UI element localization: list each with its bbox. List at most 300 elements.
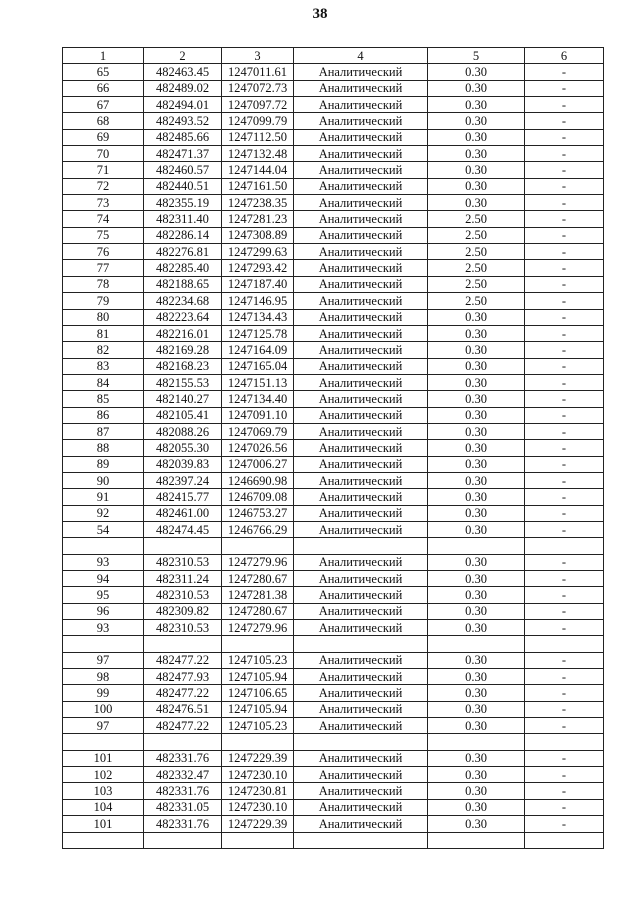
note-cell: - [525, 129, 604, 145]
coord-y-cell: 1246766.29 [222, 521, 294, 537]
precision-cell [428, 734, 525, 750]
coord-y-cell: 1247011.61 [222, 64, 294, 80]
note-cell: - [525, 456, 604, 472]
method-cell: Аналитический [294, 276, 428, 292]
method-cell: Аналитический [294, 456, 428, 472]
point-number-cell: 102 [63, 767, 144, 783]
coord-y-cell: 1247097.72 [222, 97, 294, 113]
coord-x-cell: 482477.22 [144, 685, 222, 701]
method-cell: Аналитический [294, 685, 428, 701]
coord-x-cell: 482285.40 [144, 260, 222, 276]
precision-cell: 0.30 [428, 816, 525, 832]
coordinates-table [62, 47, 604, 849]
coord-y-cell: 1247105.94 [222, 701, 294, 717]
coord-x-cell: 482485.66 [144, 129, 222, 145]
coord-y-cell: 1247072.73 [222, 80, 294, 96]
precision-cell [428, 636, 525, 652]
point-number-cell [63, 832, 144, 848]
coord-y-cell: 1247146.95 [222, 293, 294, 309]
table-row [63, 521, 604, 537]
method-cell: Аналитический [294, 64, 428, 80]
method-cell: Аналитический [294, 260, 428, 276]
coord-y-cell: 1247105.94 [222, 669, 294, 685]
coord-x-cell: 482309.82 [144, 603, 222, 619]
note-cell: - [525, 816, 604, 832]
note-cell: - [525, 750, 604, 766]
note-cell: - [525, 554, 604, 570]
note-cell: - [525, 423, 604, 439]
coord-x-cell: 482460.57 [144, 162, 222, 178]
coord-y-cell: 1247280.67 [222, 603, 294, 619]
coord-y-cell: 1247229.39 [222, 816, 294, 832]
method-cell: Аналитический [294, 80, 428, 96]
table-row [63, 342, 604, 358]
point-number-cell: 101 [63, 816, 144, 832]
note-cell: - [525, 620, 604, 636]
method-cell: Аналитический [294, 113, 428, 129]
precision-cell: 0.30 [428, 718, 525, 734]
point-number-cell: 97 [63, 652, 144, 668]
coord-x-cell: 482463.45 [144, 64, 222, 80]
table-row [63, 505, 604, 521]
coord-x-cell: 482355.19 [144, 195, 222, 211]
precision-cell: 2.50 [428, 276, 525, 292]
table-row [63, 227, 604, 243]
coord-y-cell [222, 734, 294, 750]
coord-x-cell: 482310.53 [144, 587, 222, 603]
table-header-row [63, 48, 604, 64]
coord-y-cell: 1247230.10 [222, 799, 294, 815]
point-number-cell: 103 [63, 783, 144, 799]
point-number-cell: 87 [63, 423, 144, 439]
coord-x-cell: 482331.05 [144, 799, 222, 815]
coord-y-cell: 1247279.96 [222, 620, 294, 636]
note-cell: - [525, 440, 604, 456]
precision-cell: 2.50 [428, 211, 525, 227]
note-cell: - [525, 211, 604, 227]
precision-cell: 0.30 [428, 309, 525, 325]
precision-cell: 0.30 [428, 342, 525, 358]
method-cell: Аналитический [294, 195, 428, 211]
coord-y-cell: 1246690.98 [222, 472, 294, 488]
method-cell: Аналитический [294, 342, 428, 358]
note-cell: - [525, 603, 604, 619]
precision-cell: 0.30 [428, 783, 525, 799]
table-row [63, 374, 604, 390]
note-cell: - [525, 195, 604, 211]
note-cell [525, 832, 604, 848]
point-number-cell: 93 [63, 620, 144, 636]
method-cell: Аналитический [294, 325, 428, 341]
table-row [63, 701, 604, 717]
column-header: 4 [294, 48, 428, 64]
table-row [63, 456, 604, 472]
table-row [63, 407, 604, 423]
point-number-cell: 71 [63, 162, 144, 178]
precision-cell: 0.30 [428, 178, 525, 194]
note-cell: - [525, 521, 604, 537]
coord-x-cell: 482168.23 [144, 358, 222, 374]
table-row [63, 423, 604, 439]
note-cell: - [525, 309, 604, 325]
coord-y-cell: 1247099.79 [222, 113, 294, 129]
note-cell: - [525, 718, 604, 734]
note-cell: - [525, 162, 604, 178]
precision-cell: 0.30 [428, 505, 525, 521]
precision-cell: 0.30 [428, 146, 525, 162]
coord-y-cell: 1247134.43 [222, 309, 294, 325]
table-row [63, 178, 604, 194]
method-cell: Аналитический [294, 554, 428, 570]
coord-x-cell: 482331.76 [144, 783, 222, 799]
precision-cell: 0.30 [428, 195, 525, 211]
method-cell: Аналитический [294, 440, 428, 456]
method-cell [294, 538, 428, 554]
coord-y-cell: 1247293.42 [222, 260, 294, 276]
note-cell: - [525, 113, 604, 129]
table-row [63, 489, 604, 505]
coord-y-cell: 1247091.10 [222, 407, 294, 423]
table-row [63, 162, 604, 178]
coord-y-cell: 1247125.78 [222, 325, 294, 341]
table-row [63, 783, 604, 799]
precision-cell: 0.30 [428, 489, 525, 505]
method-cell: Аналитический [294, 374, 428, 390]
coord-x-cell: 482440.51 [144, 178, 222, 194]
point-number-cell: 85 [63, 391, 144, 407]
point-number-cell: 100 [63, 701, 144, 717]
precision-cell: 0.30 [428, 325, 525, 341]
method-cell: Аналитический [294, 211, 428, 227]
page-number: 38 [312, 6, 328, 22]
point-number-cell: 70 [63, 146, 144, 162]
method-cell: Аналитический [294, 129, 428, 145]
coord-x-cell: 482188.65 [144, 276, 222, 292]
note-cell: - [525, 64, 604, 80]
table-row [63, 750, 604, 766]
table-row [63, 472, 604, 488]
method-cell: Аналитический [294, 472, 428, 488]
point-number-cell: 89 [63, 456, 144, 472]
method-cell: Аналитический [294, 391, 428, 407]
precision-cell: 0.30 [428, 162, 525, 178]
method-cell: Аналитический [294, 178, 428, 194]
precision-cell [428, 538, 525, 554]
method-cell: Аналитический [294, 227, 428, 243]
note-cell: - [525, 244, 604, 260]
coord-y-cell: 1247069.79 [222, 423, 294, 439]
precision-cell: 0.30 [428, 472, 525, 488]
point-number-cell [63, 538, 144, 554]
point-number-cell: 77 [63, 260, 144, 276]
method-cell: Аналитический [294, 718, 428, 734]
precision-cell: 0.30 [428, 669, 525, 685]
precision-cell: 0.30 [428, 603, 525, 619]
table-row [63, 309, 604, 325]
precision-cell: 2.50 [428, 293, 525, 309]
coord-y-cell: 1247105.23 [222, 652, 294, 668]
coord-x-cell: 482276.81 [144, 244, 222, 260]
coord-x-cell: 482471.37 [144, 146, 222, 162]
table-row [63, 129, 604, 145]
point-number-cell: 99 [63, 685, 144, 701]
coord-x-cell: 482477.22 [144, 652, 222, 668]
coord-x-cell: 482310.53 [144, 620, 222, 636]
table-row [63, 325, 604, 341]
coord-x-cell: 482105.41 [144, 407, 222, 423]
note-cell: - [525, 799, 604, 815]
precision-cell: 0.30 [428, 571, 525, 587]
table-row [63, 97, 604, 113]
coord-y-cell: 1246753.27 [222, 505, 294, 521]
note-cell: - [525, 146, 604, 162]
method-cell: Аналитический [294, 97, 428, 113]
point-number-cell: 94 [63, 571, 144, 587]
table-row [63, 113, 604, 129]
method-cell: Аналитический [294, 816, 428, 832]
coord-y-cell: 1247187.40 [222, 276, 294, 292]
point-number-cell: 69 [63, 129, 144, 145]
coord-x-cell: 482332.47 [144, 767, 222, 783]
precision-cell: 0.30 [428, 80, 525, 96]
method-cell: Аналитический [294, 587, 428, 603]
precision-cell: 0.30 [428, 799, 525, 815]
note-cell: - [525, 342, 604, 358]
method-cell: Аналитический [294, 505, 428, 521]
precision-cell: 0.30 [428, 129, 525, 145]
table-row [63, 358, 604, 374]
coord-y-cell: 1247281.23 [222, 211, 294, 227]
point-number-cell: 78 [63, 276, 144, 292]
method-cell [294, 832, 428, 848]
coord-x-cell: 482234.68 [144, 293, 222, 309]
table-row [63, 816, 604, 832]
precision-cell: 0.30 [428, 750, 525, 766]
precision-cell: 0.30 [428, 440, 525, 456]
coord-x-cell: 482310.53 [144, 554, 222, 570]
method-cell: Аналитический [294, 652, 428, 668]
precision-cell: 0.30 [428, 521, 525, 537]
method-cell: Аналитический [294, 489, 428, 505]
coord-y-cell [222, 538, 294, 554]
note-cell: - [525, 489, 604, 505]
point-number-cell: 79 [63, 293, 144, 309]
table-row [63, 603, 604, 619]
coord-x-cell: 482476.51 [144, 701, 222, 717]
coord-x-cell: 482331.76 [144, 816, 222, 832]
blank-row [63, 636, 604, 652]
point-number-cell: 67 [63, 97, 144, 113]
coord-y-cell: 1247280.67 [222, 571, 294, 587]
coord-x-cell: 482397.24 [144, 472, 222, 488]
coord-x-cell: 482477.93 [144, 669, 222, 685]
note-cell: - [525, 505, 604, 521]
method-cell [294, 734, 428, 750]
point-number-cell: 72 [63, 178, 144, 194]
coord-x-cell: 482415.77 [144, 489, 222, 505]
coord-y-cell: 1247279.96 [222, 554, 294, 570]
point-number-cell: 98 [63, 669, 144, 685]
point-number-cell: 95 [63, 587, 144, 603]
coord-y-cell: 1247144.04 [222, 162, 294, 178]
coord-x-cell: 482216.01 [144, 325, 222, 341]
method-cell: Аналитический [294, 620, 428, 636]
note-cell: - [525, 652, 604, 668]
method-cell: Аналитический [294, 244, 428, 260]
table-body [63, 64, 604, 849]
note-cell: - [525, 472, 604, 488]
point-number-cell: 68 [63, 113, 144, 129]
method-cell: Аналитический [294, 603, 428, 619]
table-row [63, 64, 604, 80]
coord-x-cell [144, 636, 222, 652]
coord-y-cell: 1247026.56 [222, 440, 294, 456]
precision-cell: 0.30 [428, 64, 525, 80]
precision-cell: 0.30 [428, 620, 525, 636]
coord-x-cell: 482140.27 [144, 391, 222, 407]
coord-x-cell: 482039.83 [144, 456, 222, 472]
precision-cell: 0.30 [428, 97, 525, 113]
note-cell: - [525, 669, 604, 685]
coord-y-cell: 1247230.10 [222, 767, 294, 783]
coord-x-cell [144, 832, 222, 848]
coord-x-cell: 482493.52 [144, 113, 222, 129]
precision-cell: 0.30 [428, 113, 525, 129]
coord-x-cell: 482311.40 [144, 211, 222, 227]
point-number-cell: 65 [63, 64, 144, 80]
coord-y-cell: 1247161.50 [222, 178, 294, 194]
precision-cell: 0.30 [428, 358, 525, 374]
table-row [63, 669, 604, 685]
coord-y-cell: 1247299.63 [222, 244, 294, 260]
coord-y-cell [222, 832, 294, 848]
precision-cell: 0.30 [428, 652, 525, 668]
method-cell: Аналитический [294, 701, 428, 717]
point-number-cell: 101 [63, 750, 144, 766]
coord-y-cell: 1247134.40 [222, 391, 294, 407]
note-cell [525, 636, 604, 652]
coord-x-cell: 482489.02 [144, 80, 222, 96]
point-number-cell: 80 [63, 309, 144, 325]
precision-cell [428, 832, 525, 848]
column-header: 1 [63, 48, 144, 64]
point-number-cell: 92 [63, 505, 144, 521]
point-number-cell: 81 [63, 325, 144, 341]
blank-row [63, 734, 604, 750]
coord-y-cell: 1247164.09 [222, 342, 294, 358]
coord-y-cell: 1247229.39 [222, 750, 294, 766]
coord-x-cell: 482088.26 [144, 423, 222, 439]
coord-x-cell: 482494.01 [144, 97, 222, 113]
coord-y-cell: 1247308.89 [222, 227, 294, 243]
precision-cell: 2.50 [428, 260, 525, 276]
method-cell: Аналитический [294, 309, 428, 325]
table-row [63, 244, 604, 260]
precision-cell: 0.30 [428, 554, 525, 570]
note-cell: - [525, 358, 604, 374]
method-cell: Аналитический [294, 521, 428, 537]
precision-cell: 0.30 [428, 767, 525, 783]
point-number-cell: 91 [63, 489, 144, 505]
column-header: 6 [525, 48, 604, 64]
method-cell: Аналитический [294, 358, 428, 374]
note-cell: - [525, 293, 604, 309]
coord-y-cell: 1247281.38 [222, 587, 294, 603]
coord-y-cell: 1247230.81 [222, 783, 294, 799]
precision-cell: 0.30 [428, 423, 525, 439]
precision-cell: 0.30 [428, 407, 525, 423]
method-cell: Аналитический [294, 767, 428, 783]
point-number-cell: 73 [63, 195, 144, 211]
coord-y-cell: 1247238.35 [222, 195, 294, 211]
coord-y-cell: 1247112.50 [222, 129, 294, 145]
precision-cell: 0.30 [428, 456, 525, 472]
note-cell: - [525, 391, 604, 407]
coord-y-cell: 1246709.08 [222, 489, 294, 505]
point-number-cell: 54 [63, 521, 144, 537]
coord-y-cell: 1247106.65 [222, 685, 294, 701]
table-row [63, 211, 604, 227]
note-cell [525, 734, 604, 750]
coord-x-cell: 482155.53 [144, 374, 222, 390]
method-cell: Аналитический [294, 783, 428, 799]
note-cell: - [525, 80, 604, 96]
table-row [63, 80, 604, 96]
coord-x-cell: 482311.24 [144, 571, 222, 587]
table-row [63, 718, 604, 734]
point-number-cell: 74 [63, 211, 144, 227]
method-cell: Аналитический [294, 423, 428, 439]
precision-cell: 2.50 [428, 244, 525, 260]
precision-cell: 2.50 [428, 227, 525, 243]
point-number-cell: 90 [63, 472, 144, 488]
table-row [63, 652, 604, 668]
method-cell: Аналитический [294, 407, 428, 423]
table-row [63, 685, 604, 701]
coord-y-cell: 1247006.27 [222, 456, 294, 472]
point-number-cell: 66 [63, 80, 144, 96]
note-cell: - [525, 97, 604, 113]
coord-y-cell: 1247132.48 [222, 146, 294, 162]
coord-x-cell: 482477.22 [144, 718, 222, 734]
table-row [63, 620, 604, 636]
note-cell: - [525, 783, 604, 799]
point-number-cell: 83 [63, 358, 144, 374]
coord-x-cell: 482474.45 [144, 521, 222, 537]
table-row [63, 571, 604, 587]
point-number-cell: 86 [63, 407, 144, 423]
column-header: 2 [144, 48, 222, 64]
table-row [63, 195, 604, 211]
coord-x-cell: 482461.00 [144, 505, 222, 521]
table-row [63, 276, 604, 292]
coord-x-cell: 482331.76 [144, 750, 222, 766]
table-row [63, 587, 604, 603]
method-cell: Аналитический [294, 669, 428, 685]
coord-x-cell [144, 538, 222, 554]
coord-x-cell [144, 734, 222, 750]
point-number-cell: 96 [63, 603, 144, 619]
note-cell: - [525, 587, 604, 603]
precision-cell: 0.30 [428, 587, 525, 603]
note-cell: - [525, 325, 604, 341]
table-row [63, 146, 604, 162]
coord-x-cell: 482286.14 [144, 227, 222, 243]
table-row [63, 293, 604, 309]
precision-cell: 0.30 [428, 374, 525, 390]
table-row [63, 767, 604, 783]
table-head [63, 48, 604, 64]
